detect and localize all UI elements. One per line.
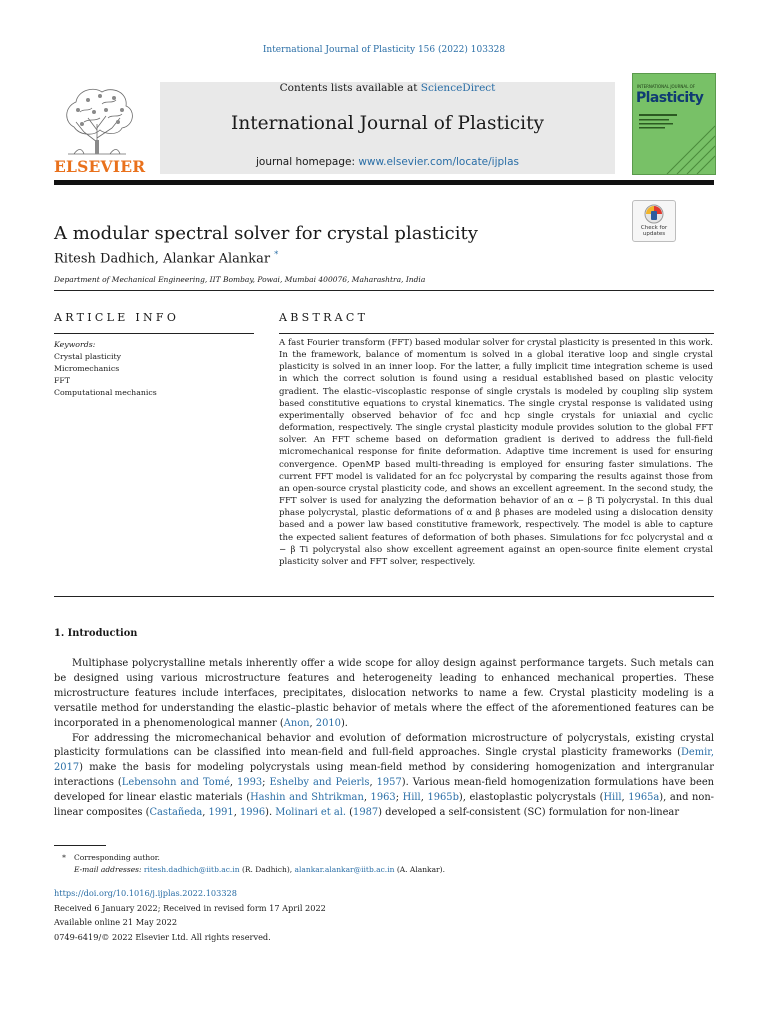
- paragraph-text: ,: [420, 792, 428, 804]
- publication-info: [54, 886, 326, 944]
- citation-link[interactable]: 1965a: [628, 792, 660, 804]
- keyword-item: FFT: [54, 376, 71, 385]
- email-label: E-mail addresses:: [74, 865, 142, 874]
- citation-link[interactable]: Eshelby and Peierls: [269, 777, 370, 789]
- crossmark-label-2: updates: [642, 231, 666, 237]
- check-for-updates-badge[interactable]: [632, 200, 676, 242]
- email-name-alankar: (A. Alankar).: [396, 865, 445, 874]
- article-info-rule: [54, 333, 254, 334]
- cover-title: Plasticity: [636, 90, 704, 106]
- paragraph-text: ,: [233, 807, 240, 819]
- abstract-rule: [279, 333, 714, 334]
- paragraph-text: ;: [395, 792, 403, 804]
- introduction-body: [54, 657, 714, 821]
- paragraph-text: ). Various mean-field homogenization formulations have been developed for linear elastic materials (: [54, 777, 715, 804]
- citation-link[interactable]: Castañeda: [149, 807, 203, 819]
- crossmark-label: [633, 225, 675, 237]
- article-title: A modular spectral solver for crystal plasticity: [54, 223, 478, 244]
- contents-line: [160, 82, 615, 94]
- abstract-heading: ABSTRACT: [279, 311, 369, 324]
- citation-link[interactable]: Demir, 2017: [54, 747, 714, 774]
- crossmark-icon: [644, 204, 664, 224]
- article-info-heading: ARTICLE INFO: [54, 311, 180, 324]
- contents-prefix: Contents lists available at: [279, 82, 421, 94]
- cover-small-text: INTERNATIONAL JOURNAL OF: [637, 84, 696, 89]
- journal-title: International Journal of Plasticity: [231, 113, 544, 134]
- keywords-block: [54, 339, 254, 399]
- doi-link[interactable]: https://doi.org/10.1016/j.ijplas.2022.103328: [54, 888, 237, 898]
- paragraph-text: ).: [265, 807, 276, 819]
- citation-link[interactable]: Hashin and Shtrikman: [250, 792, 364, 804]
- paragraph-text: (: [346, 807, 354, 819]
- citation-link[interactable]: Hill: [402, 792, 421, 804]
- footnote-star: *: [62, 853, 66, 862]
- paragraph-text: For addressing the micromechanical behavior and evolution of deformation microstructure of polycrystals, existing crystal plasticity formulations can be classified into mean-field and full-field approaches. Single crystal plasticity frameworks (: [54, 732, 714, 759]
- citation-link[interactable]: 1987: [353, 807, 379, 819]
- paragraph-text: ;: [262, 777, 270, 789]
- citation-link[interactable]: 1991: [208, 807, 234, 819]
- email-link-dadhich[interactable]: ritesh.dadhich@iitb.ac.in: [143, 865, 240, 874]
- corresponding-label: Corresponding author.: [74, 853, 160, 862]
- paragraph-text: ,: [202, 807, 209, 819]
- introduction-paragraph-1: [54, 657, 714, 732]
- title-rule: [54, 290, 714, 291]
- paragraph-text: ,: [363, 792, 371, 804]
- paragraph-text: ,: [369, 777, 377, 789]
- paragraph-text: ,: [621, 792, 629, 804]
- keyword-item: Computational mechanics: [54, 388, 157, 397]
- citation-link[interactable]: Hill: [603, 792, 622, 804]
- paragraph-text: ) developed a self-consistent (SC) formulation for non-linear: [378, 807, 680, 819]
- header-rule: [54, 180, 714, 185]
- citation-link[interactable]: Lebensohn and Tomé: [121, 777, 230, 789]
- author-list: [54, 250, 278, 266]
- footnote: [54, 852, 445, 876]
- paragraph-text: ), elastoplastic polycrystals (: [458, 792, 604, 804]
- keywords-label: Keywords:: [54, 340, 96, 349]
- elsevier-wordmark: ELSEVIER: [54, 157, 146, 176]
- journal-homepage-link[interactable]: www.elsevier.com/locate/ijplas: [358, 156, 520, 168]
- paragraph-text: ,: [309, 717, 316, 729]
- keyword-item: Micromechanics: [54, 364, 120, 373]
- email-link-alankar[interactable]: alankar.alankar@iitb.ac.in: [294, 865, 395, 874]
- author-names: Ritesh Dadhich, Alankar Alankar: [54, 251, 271, 267]
- journal-cover-thumbnail[interactable]: [632, 73, 716, 175]
- email-name-dadhich: (R. Dadhich),: [241, 865, 293, 874]
- footnote-rule: [54, 845, 106, 846]
- crossmark-label-1: Check for: [640, 225, 668, 231]
- citation-link[interactable]: Anon: [283, 717, 310, 729]
- copyright-line: 0749-6419/© 2022 Elsevier Ltd. All rights reserved.: [54, 931, 271, 942]
- sciencedirect-link[interactable]: ScienceDirect: [420, 82, 496, 94]
- available-online-date: Available online 21 May 2022: [54, 917, 178, 927]
- introduction-paragraph-2: [54, 732, 714, 821]
- keyword-item: Crystal plasticity: [54, 352, 122, 361]
- homepage-prefix: journal homepage:: [255, 156, 359, 168]
- paragraph-text: Multiphase polycrystalline metals inherently offer a wide scope for alloy design against performance targets. Such metals can be designed using various microstructure features and heterogeneity leading to enhanced mechanical properties. These microstructure features include interfaces, precipitates, dislocation networks to name a few. Crystal plasticity modeling is a versatile method for understanding the elastic–plastic behavior of metals where the effect of the aforementioned features can be incorporated in a phenomenological manner (: [54, 658, 714, 729]
- affiliation: Department of Mechanical Engineering, IIT Bombay, Powai, Mumbai 400076, Maharashtra, India: [54, 275, 426, 284]
- corresponding-author-mark[interactable]: *: [274, 250, 279, 259]
- paragraph-text: ,: [229, 777, 238, 789]
- citation-link[interactable]: 1957: [376, 777, 402, 789]
- paragraph-text: ) make the basis for modeling polycrystals using mean-field method by considering homogenization and intergranular interactions (: [54, 762, 714, 789]
- citation-link[interactable]: 1963: [370, 792, 396, 804]
- received-dates: Received 6 January 2022; Received in revised form 17 April 2022: [54, 902, 326, 913]
- paragraph-text: ).: [340, 717, 348, 729]
- corresponding-author-note: [54, 852, 445, 864]
- email-line: [54, 864, 445, 876]
- citation-link[interactable]: 1993: [237, 777, 263, 789]
- abstract-text: A fast Fourier transform (FFT) based modular solver for crystal plasticity is presented in this work. In the framework, balance of momentum is solved in a global iterative loop and single crystal plasticity is solved in an inner loop. For the latter, a fully implicit time integration scheme is used in which the correct solution is found using a residual established based on plastic velocity gradient. The elastic–viscoplastic response of single crystals is modeled by coupling slip system based constitutive equations to crystal kinematics. The single crystal response is validated using experimentally observed behavior of fcc and hcp single crystals for uniaxial and cyclic deformation, respectively. The single crystal plasticity module provides solution to the global FFT solver. An FFT scheme based on deformation gradient is derived to address the full-field micromechanical response for finite deformation. Adaptive time increment is used for ensuring convergence. OpenMP based multi-threading is employed for ensuring faster simulations. The current FFT model is validated for an fcc polycrystal by comparing the results against those from an open-source crystal plasticity code, and shows an excellent agreement. In the second study, the FFT solver is used for analyzing the deformation behavior of an α − β Ti polycrystal. In this dual phase polycrystal, plastic deformations of α and β phases are modeled using a dislocation density based and a power law based constitutive framework, respectively. The model is able to capture the expected salient features of deformation of both phases. Simulations for fcc polycrystal and α − β Ti polycrystal also show excellent agreement against an open-source finite element crystal plasticity solver and FFT solver, respectively.: [279, 338, 713, 567]
- paragraph-text: ), and non-linear composites (: [54, 792, 715, 819]
- citation-link[interactable]: 1965b: [427, 792, 459, 804]
- abstract-bottom-rule: [54, 596, 714, 597]
- journal-homepage-line: [160, 156, 615, 168]
- citation-link[interactable]: 1996: [239, 807, 266, 819]
- journal-citation-link[interactable]: International Journal of Plasticity 156 (2022) 103328: [262, 45, 506, 55]
- introduction-heading: 1. Introduction: [54, 628, 138, 639]
- cover-artwork: [633, 108, 715, 174]
- citation-link[interactable]: 2010: [315, 717, 341, 729]
- citation-link[interactable]: Molinari et al.: [275, 807, 347, 819]
